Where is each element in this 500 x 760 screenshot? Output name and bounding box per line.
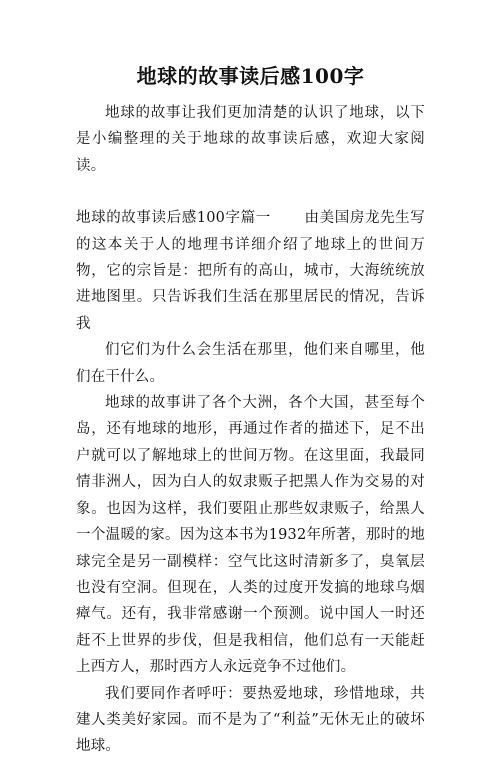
- intro-paragraph: 地球的故事让我们更加清楚的认识了地球，以下是小编整理的关于地球的故事读后感，欢迎大家阅读。: [76, 105, 425, 174]
- section-first-text: 由美国房龙先生写的这本关于人的地理书详细介绍了地球上的世间万物，它的宗旨是：把所有的高山，城市，大海统统放进地图里。只告诉我们生活在那里居民的情况，告诉我: [76, 210, 425, 332]
- section-heading: 地球的故事读后感100字篇一: [76, 210, 271, 227]
- body-paragraph-3: 我们要同作者呼吁：要热爱地球，珍惜地球，共建人类美好家园。而不是为了“利益”无休无止的破坏地球。: [76, 685, 425, 755]
- body-paragraph-2: 地球的故事讲了各个大洲，各个大国，甚至每个岛，还有地球的地形，再通过作者的描述下，足不出户就可以了解地球上的世间万物。在这里面，我最同情非洲人，因为白人的奴隶贩子把黑人作为交易的对象。也因为这样，我们要阻止那些奴隶贩子，给黑人一个温暖的家。因为这本书为1932年所著，那时的地球完全是另一副模样：空气比这时清新多了，臭氧层也没有空洞。但现在，人类的过度开发搞的地球乌烟瘴气。还有，我非常感谢一个预测。说中国人一时还赶不上世界的步伐，但是我相信，他们总有一天能赶上西方人，那时西方人永远竞争不过他们。: [76, 395, 425, 676]
- body-paragraph-1: 们它们为什么会生活在那里，他们来自哪里，他们在干什么。: [76, 342, 425, 385]
- section-first-paragraph: [76, 205, 425, 337]
- document-title: 地球的故事读后感100字: [136, 64, 365, 88]
